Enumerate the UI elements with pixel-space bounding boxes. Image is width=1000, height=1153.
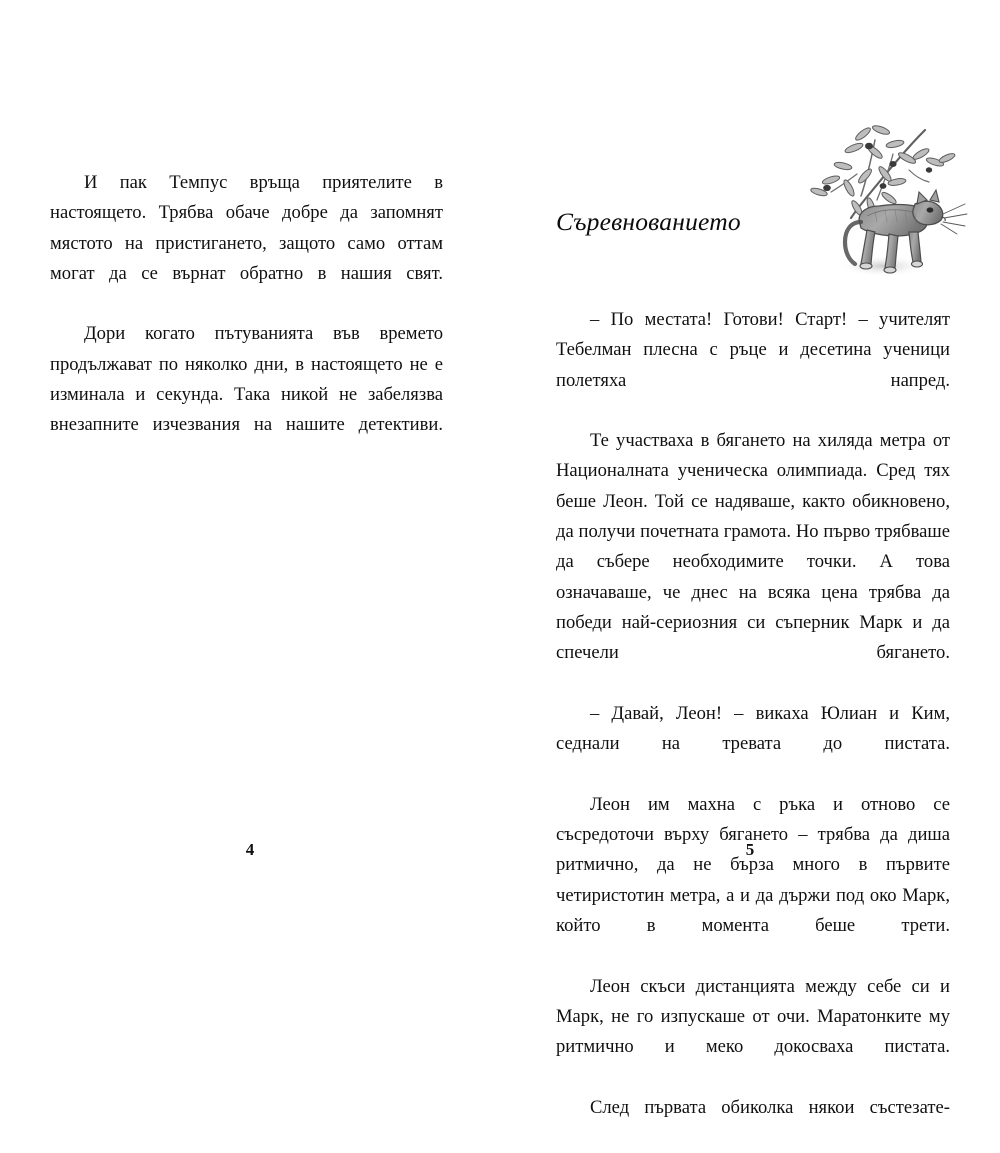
- page-number-right: 5: [745, 840, 755, 859]
- paragraph: И пак Темпус връща приятелите в настоящето. Трябва обаче добре да запомнят мястото на пристигането, защото само оттам могат да се върнат обратно в нашия свят.: [50, 172, 443, 284]
- chapter-title: Съревнованието: [556, 207, 741, 236]
- olive-berry: [865, 143, 873, 150]
- cat-eye: [927, 207, 934, 212]
- paragraph: Те участваха в бягането на хиляда метра от Националната ученическа олимпиада. Сред тях беше Леон. Той се надяваше, както обикновено, да получи почетната грамота. Но първо трябваше да събере необходимите точки. А това означаваше, че днес на всяка цена трябва да победи най-сериозния си съперник Марк и да спечели бягането.: [556, 430, 950, 664]
- right-page-body: [556, 305, 950, 1153]
- paragraph: След първата обиколка някои състезате-: [590, 1096, 950, 1118]
- olive-berry: [926, 167, 932, 172]
- left-page-body: [50, 168, 443, 471]
- olive-berry: [880, 183, 887, 189]
- olive-berry: [823, 185, 831, 191]
- paragraph: Леон скъси дистанцията между себе си и Марк, не го изпускаше от очи. Маратонките му ритмично и меко докосваха пистата.: [556, 975, 950, 1058]
- right-page: [500, 0, 1000, 1118]
- paragraph: Леон им махна с ръка и отново се съсредоточи върху бягането – трябва да диша ритмично, да не бърза много в първите четиристотин метра, а и да държи под око Марк, който в момента беше трети.: [556, 793, 950, 936]
- paragraph: – Давай, Леон! – викаха Юлиан и Ким, седнали на тревата до пистата.: [556, 702, 950, 755]
- page-number-left: 4: [245, 840, 255, 859]
- cat-head: [913, 201, 943, 225]
- paragraph: – По местата! Готови! Старт! – учителят Тебелман плесна с ръце и десетина ученици полетяха напред.: [556, 309, 950, 391]
- paragraph: Дори когато пътуванията във времето продължават по няколко дни, в настоящето не е изминала и секунда. Така никой не забелязва внезапните изчезвания на нашите детективи.: [50, 323, 443, 436]
- olive-berry: [889, 161, 896, 167]
- cat-ear: [930, 190, 939, 202]
- left-page: [0, 0, 500, 1000]
- cat-and-olive-branch-sketch: [797, 118, 977, 300]
